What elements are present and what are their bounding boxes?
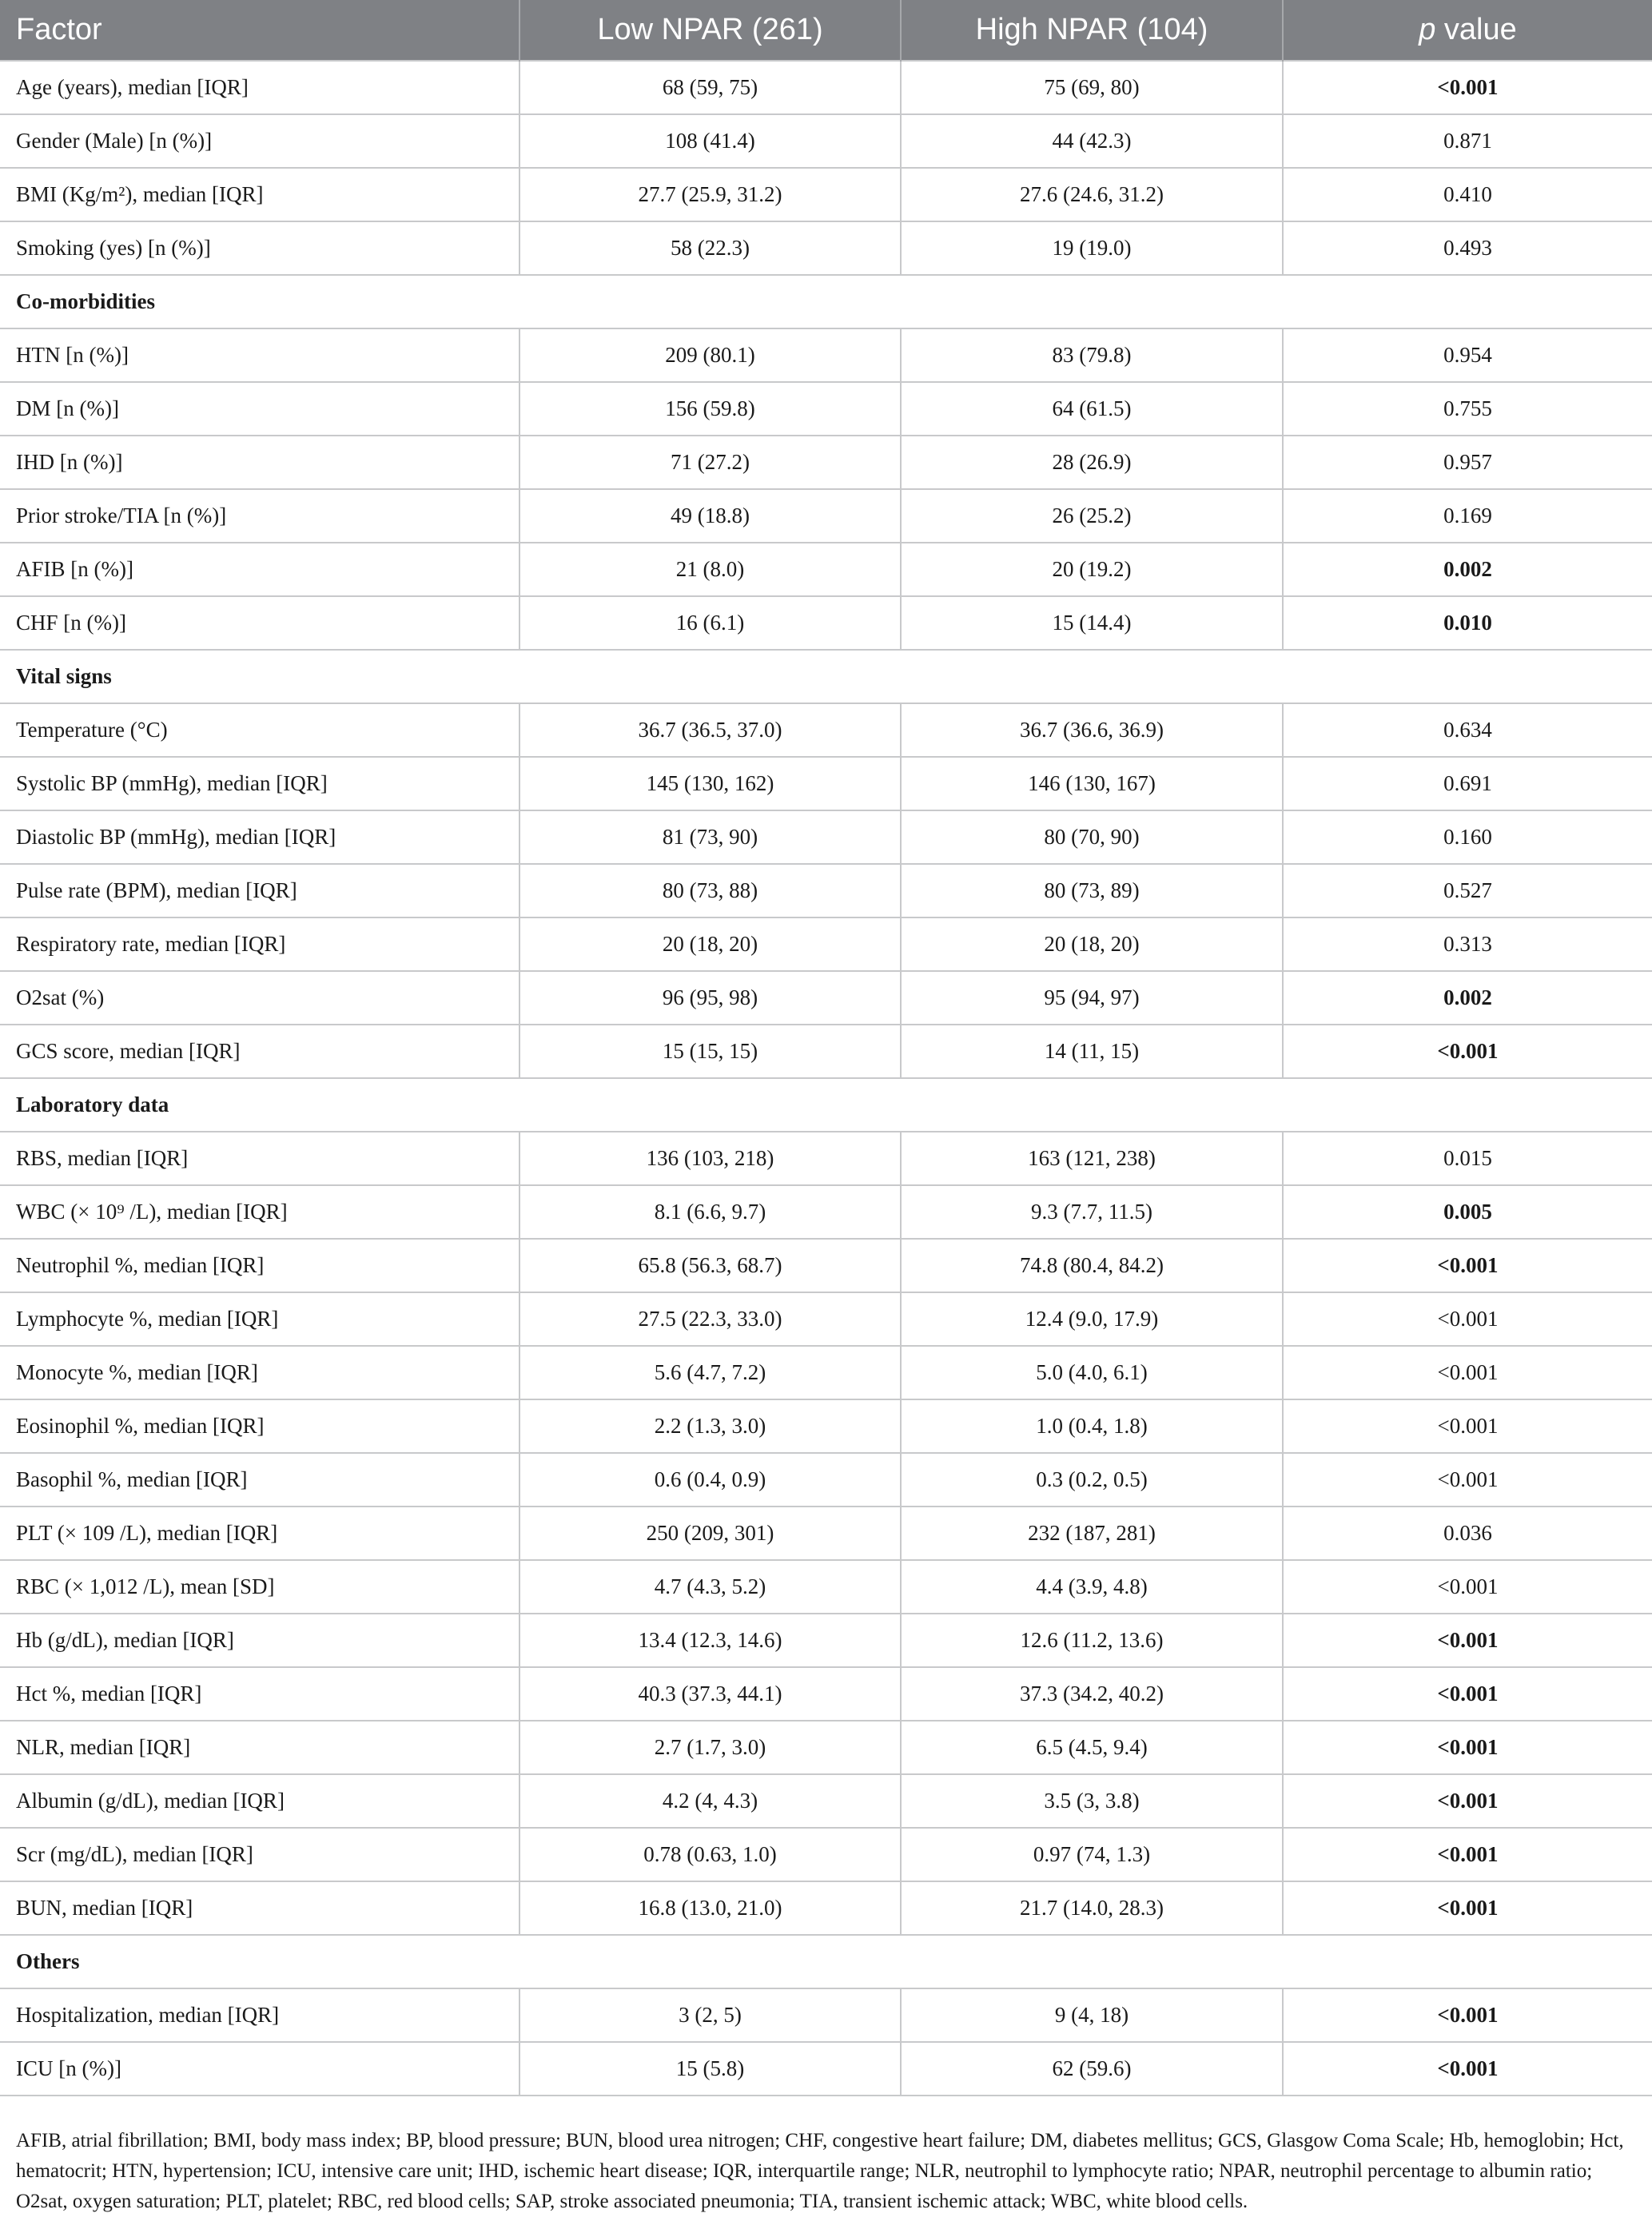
factor-cell: PLT (× 109 /L), median [IQR] <box>0 1507 519 1560</box>
low-npar-cell: 209 (80.1) <box>519 328 901 382</box>
high-npar-cell: 28 (26.9) <box>901 436 1283 489</box>
header-p-letter: p <box>1419 13 1436 46</box>
factor-cell: HTN [n (%)] <box>0 328 519 382</box>
high-npar-cell: 26 (25.2) <box>901 489 1283 543</box>
low-npar-cell: 4.2 (4, 4.3) <box>519 1774 901 1828</box>
high-npar-cell: 75 (69, 80) <box>901 61 1283 114</box>
table-row <box>0 543 1652 596</box>
factor-cell: ICU [n (%)] <box>0 2042 519 2096</box>
low-npar-cell: 68 (59, 75) <box>519 61 901 114</box>
factor-cell: Diastolic BP (mmHg), median [IQR] <box>0 810 519 864</box>
high-npar-cell: 36.7 (36.6, 36.9) <box>901 703 1283 757</box>
factor-cell: Pulse rate (BPM), median [IQR] <box>0 864 519 917</box>
factor-cell: GCS score, median [IQR] <box>0 1025 519 1078</box>
high-npar-cell: 21.7 (14.0, 28.3) <box>901 1881 1283 1935</box>
factor-cell: Eosinophil %, median [IQR] <box>0 1399 519 1453</box>
table-body <box>0 61 1652 2096</box>
table-row <box>0 1346 1652 1399</box>
p-value-cell: <0.001 <box>1283 1346 1652 1399</box>
p-value-cell: <0.001 <box>1283 1614 1652 1667</box>
header-p-rest: value <box>1435 13 1517 46</box>
table-row <box>0 757 1652 810</box>
p-value-cell: 0.871 <box>1283 114 1652 168</box>
high-npar-cell: 27.6 (24.6, 31.2) <box>901 168 1283 221</box>
high-npar-cell: 80 (70, 90) <box>901 810 1283 864</box>
p-value-cell: <0.001 <box>1283 1239 1652 1292</box>
table-row <box>0 221 1652 275</box>
factor-cell: Gender (Male) [n (%)] <box>0 114 519 168</box>
low-npar-cell: 27.7 (25.9, 31.2) <box>519 168 901 221</box>
factor-cell: NLR, median [IQR] <box>0 1721 519 1774</box>
high-npar-cell: 3.5 (3, 3.8) <box>901 1774 1283 1828</box>
high-npar-cell: 20 (18, 20) <box>901 917 1283 971</box>
factor-cell: Monocyte %, median [IQR] <box>0 1346 519 1399</box>
table-row <box>0 1721 1652 1774</box>
low-npar-cell: 96 (95, 98) <box>519 971 901 1025</box>
low-npar-cell: 0.78 (0.63, 1.0) <box>519 1828 901 1881</box>
low-npar-cell: 108 (41.4) <box>519 114 901 168</box>
factor-cell: Hb (g/dL), median [IQR] <box>0 1614 519 1667</box>
p-value-cell: 0.410 <box>1283 168 1652 221</box>
header-low-npar: Low NPAR (261) <box>519 0 901 61</box>
low-npar-cell: 136 (103, 218) <box>519 1132 901 1185</box>
low-npar-cell: 49 (18.8) <box>519 489 901 543</box>
factor-cell: Scr (mg/dL), median [IQR] <box>0 1828 519 1881</box>
factor-cell: Albumin (g/dL), median [IQR] <box>0 1774 519 1828</box>
p-value-cell: 0.954 <box>1283 328 1652 382</box>
table-row <box>0 1453 1652 1507</box>
table-row <box>0 1828 1652 1881</box>
table-row <box>0 1507 1652 1560</box>
p-value-cell: 0.010 <box>1283 596 1652 650</box>
table-row <box>0 1667 1652 1721</box>
low-npar-cell: 27.5 (22.3, 33.0) <box>519 1292 901 1346</box>
high-npar-cell: 62 (59.6) <box>901 2042 1283 2096</box>
low-npar-cell: 4.7 (4.3, 5.2) <box>519 1560 901 1614</box>
header-high-npar: High NPAR (104) <box>901 0 1283 61</box>
high-npar-cell: 0.3 (0.2, 0.5) <box>901 1453 1283 1507</box>
low-npar-cell: 58 (22.3) <box>519 221 901 275</box>
table-row <box>0 1881 1652 1935</box>
high-npar-cell: 19 (19.0) <box>901 221 1283 275</box>
p-value-cell: <0.001 <box>1283 1828 1652 1881</box>
table-row <box>0 328 1652 382</box>
low-npar-cell: 16 (6.1) <box>519 596 901 650</box>
p-value-cell: 0.169 <box>1283 489 1652 543</box>
table-row <box>0 810 1652 864</box>
high-npar-cell: 232 (187, 281) <box>901 1507 1283 1560</box>
factor-cell: IHD [n (%)] <box>0 436 519 489</box>
factor-cell: Respiratory rate, median [IQR] <box>0 917 519 971</box>
table-row <box>0 864 1652 917</box>
low-npar-cell: 20 (18, 20) <box>519 917 901 971</box>
low-npar-cell: 36.7 (36.5, 37.0) <box>519 703 901 757</box>
low-npar-cell: 250 (209, 301) <box>519 1507 901 1560</box>
low-npar-cell: 3 (2, 5) <box>519 1988 901 2042</box>
section-label: Others <box>0 1935 1652 1988</box>
table-row <box>0 971 1652 1025</box>
table-row <box>0 1614 1652 1667</box>
section-row <box>0 1078 1652 1132</box>
high-npar-cell: 80 (73, 89) <box>901 864 1283 917</box>
high-npar-cell: 14 (11, 15) <box>901 1025 1283 1078</box>
section-row <box>0 1935 1652 1988</box>
table-row <box>0 2042 1652 2096</box>
high-npar-cell: 20 (19.2) <box>901 543 1283 596</box>
p-value-cell: 0.313 <box>1283 917 1652 971</box>
low-npar-cell: 5.6 (4.7, 7.2) <box>519 1346 901 1399</box>
factor-cell: BMI (Kg/m²), median [IQR] <box>0 168 519 221</box>
table-header-row <box>0 0 1652 61</box>
section-label: Vital signs <box>0 650 1652 703</box>
factor-cell: Hct %, median [IQR] <box>0 1667 519 1721</box>
low-npar-cell: 81 (73, 90) <box>519 810 901 864</box>
high-npar-cell: 9 (4, 18) <box>901 1988 1283 2042</box>
p-value-cell: <0.001 <box>1283 1292 1652 1346</box>
p-value-cell: <0.001 <box>1283 1988 1652 2042</box>
p-value-cell: <0.001 <box>1283 2042 1652 2096</box>
high-npar-cell: 64 (61.5) <box>901 382 1283 436</box>
high-npar-cell: 74.8 (80.4, 84.2) <box>901 1239 1283 1292</box>
p-value-cell: 0.002 <box>1283 543 1652 596</box>
factor-cell: Hospitalization, median [IQR] <box>0 1988 519 2042</box>
low-npar-cell: 40.3 (37.3, 44.1) <box>519 1667 901 1721</box>
factor-cell: RBC (× 1,012 /L), mean [SD] <box>0 1560 519 1614</box>
high-npar-cell: 37.3 (34.2, 40.2) <box>901 1667 1283 1721</box>
factor-cell: Basophil %, median [IQR] <box>0 1453 519 1507</box>
low-npar-cell: 156 (59.8) <box>519 382 901 436</box>
table-row <box>0 61 1652 114</box>
section-label: Laboratory data <box>0 1078 1652 1132</box>
low-npar-cell: 13.4 (12.3, 14.6) <box>519 1614 901 1667</box>
table-row <box>0 1239 1652 1292</box>
p-value-cell: 0.691 <box>1283 757 1652 810</box>
factor-cell: Temperature (°C) <box>0 703 519 757</box>
low-npar-cell: 15 (15, 15) <box>519 1025 901 1078</box>
high-npar-cell: 0.97 (74, 1.3) <box>901 1828 1283 1881</box>
table-row <box>0 382 1652 436</box>
section-row <box>0 650 1652 703</box>
p-value-cell: 0.005 <box>1283 1185 1652 1239</box>
low-npar-cell: 8.1 (6.6, 9.7) <box>519 1185 901 1239</box>
factor-cell: AFIB [n (%)] <box>0 543 519 596</box>
table-row <box>0 114 1652 168</box>
high-npar-cell: 163 (121, 238) <box>901 1132 1283 1185</box>
low-npar-cell: 16.8 (13.0, 21.0) <box>519 1881 901 1935</box>
high-npar-cell: 146 (130, 167) <box>901 757 1283 810</box>
table-row <box>0 917 1652 971</box>
table-row <box>0 168 1652 221</box>
table-row <box>0 1399 1652 1453</box>
factor-cell: WBC (× 10⁹ /L), median [IQR] <box>0 1185 519 1239</box>
header-factor: Factor <box>0 0 519 61</box>
table-row <box>0 436 1652 489</box>
high-npar-cell: 1.0 (0.4, 1.8) <box>901 1399 1283 1453</box>
low-npar-cell: 145 (130, 162) <box>519 757 901 810</box>
table-row <box>0 489 1652 543</box>
table-row <box>0 596 1652 650</box>
table-row <box>0 1292 1652 1346</box>
factor-cell: BUN, median [IQR] <box>0 1881 519 1935</box>
p-value-cell: <0.001 <box>1283 61 1652 114</box>
low-npar-cell: 2.7 (1.7, 3.0) <box>519 1721 901 1774</box>
p-value-cell: 0.957 <box>1283 436 1652 489</box>
low-npar-cell: 21 (8.0) <box>519 543 901 596</box>
p-value-cell: <0.001 <box>1283 1667 1652 1721</box>
high-npar-cell: 95 (94, 97) <box>901 971 1283 1025</box>
high-npar-cell: 44 (42.3) <box>901 114 1283 168</box>
p-value-cell: 0.634 <box>1283 703 1652 757</box>
p-value-cell: 0.160 <box>1283 810 1652 864</box>
factor-cell: Prior stroke/TIA [n (%)] <box>0 489 519 543</box>
table-row <box>0 1560 1652 1614</box>
table-footnote: AFIB, atrial fibrillation; BMI, body mass index; BP, blood pressure; BUN, blood urea nitrogen; CHF, congestive heart failure; DM, diabetes mellitus; GCS, Glasgow Coma Scale; Hb, hemoglobin; Hct, hematocrit; HTN, hypertension; ICU, intensive care unit; IHD, ischemic heart disease; IQR, interquartile range; NLR, neutrophil to lymphocyte ratio; NPAR, neutrophil percentage to albumin ratio; O2sat, oxygen saturation; PLT, platelet; RBC, red blood cells; SAP, stroke associated pneumonia; TIA, transient ischemic attack; WBC, white blood cells. <box>16 2130 1624 2212</box>
p-value-cell: <0.001 <box>1283 1560 1652 1614</box>
table-row <box>0 1025 1652 1078</box>
factor-cell: O2sat (%) <box>0 971 519 1025</box>
factor-cell: DM [n (%)] <box>0 382 519 436</box>
p-value-cell: <0.001 <box>1283 1453 1652 1507</box>
high-npar-cell: 83 (79.8) <box>901 328 1283 382</box>
low-npar-cell: 0.6 (0.4, 0.9) <box>519 1453 901 1507</box>
p-value-cell: 0.527 <box>1283 864 1652 917</box>
p-value-cell: 0.755 <box>1283 382 1652 436</box>
high-npar-cell: 12.6 (11.2, 13.6) <box>901 1614 1283 1667</box>
high-npar-cell: 5.0 (4.0, 6.1) <box>901 1346 1283 1399</box>
high-npar-cell: 9.3 (7.7, 11.5) <box>901 1185 1283 1239</box>
p-value-cell: 0.002 <box>1283 971 1652 1025</box>
factor-cell: Smoking (yes) [n (%)] <box>0 221 519 275</box>
factor-cell: Systolic BP (mmHg), median [IQR] <box>0 757 519 810</box>
low-npar-cell: 65.8 (56.3, 68.7) <box>519 1239 901 1292</box>
p-value-cell: <0.001 <box>1283 1881 1652 1935</box>
table-row <box>0 1988 1652 2042</box>
table-row <box>0 1185 1652 1239</box>
table-row <box>0 1132 1652 1185</box>
high-npar-cell: 4.4 (3.9, 4.8) <box>901 1560 1283 1614</box>
table-row <box>0 703 1652 757</box>
low-npar-cell: 80 (73, 88) <box>519 864 901 917</box>
factor-cell: RBS, median [IQR] <box>0 1132 519 1185</box>
p-value-cell: 0.015 <box>1283 1132 1652 1185</box>
p-value-cell: <0.001 <box>1283 1721 1652 1774</box>
table-row <box>0 1774 1652 1828</box>
p-value-cell: <0.001 <box>1283 1399 1652 1453</box>
p-value-cell: 0.036 <box>1283 1507 1652 1560</box>
low-npar-cell: 71 (27.2) <box>519 436 901 489</box>
factor-cell: Neutrophil %, median [IQR] <box>0 1239 519 1292</box>
high-npar-cell: 6.5 (4.5, 9.4) <box>901 1721 1283 1774</box>
p-value-cell: 0.493 <box>1283 221 1652 275</box>
low-npar-cell: 15 (5.8) <box>519 2042 901 2096</box>
low-npar-cell: 2.2 (1.3, 3.0) <box>519 1399 901 1453</box>
section-row <box>0 275 1652 328</box>
p-value-cell: <0.001 <box>1283 1025 1652 1078</box>
p-value-cell: <0.001 <box>1283 1774 1652 1828</box>
header-p-value <box>1283 0 1652 61</box>
high-npar-cell: 12.4 (9.0, 17.9) <box>901 1292 1283 1346</box>
high-npar-cell: 15 (14.4) <box>901 596 1283 650</box>
factor-cell: Lymphocyte %, median [IQR] <box>0 1292 519 1346</box>
factor-cell: Age (years), median [IQR] <box>0 61 519 114</box>
section-label: Co-morbidities <box>0 275 1652 328</box>
factor-cell: CHF [n (%)] <box>0 596 519 650</box>
